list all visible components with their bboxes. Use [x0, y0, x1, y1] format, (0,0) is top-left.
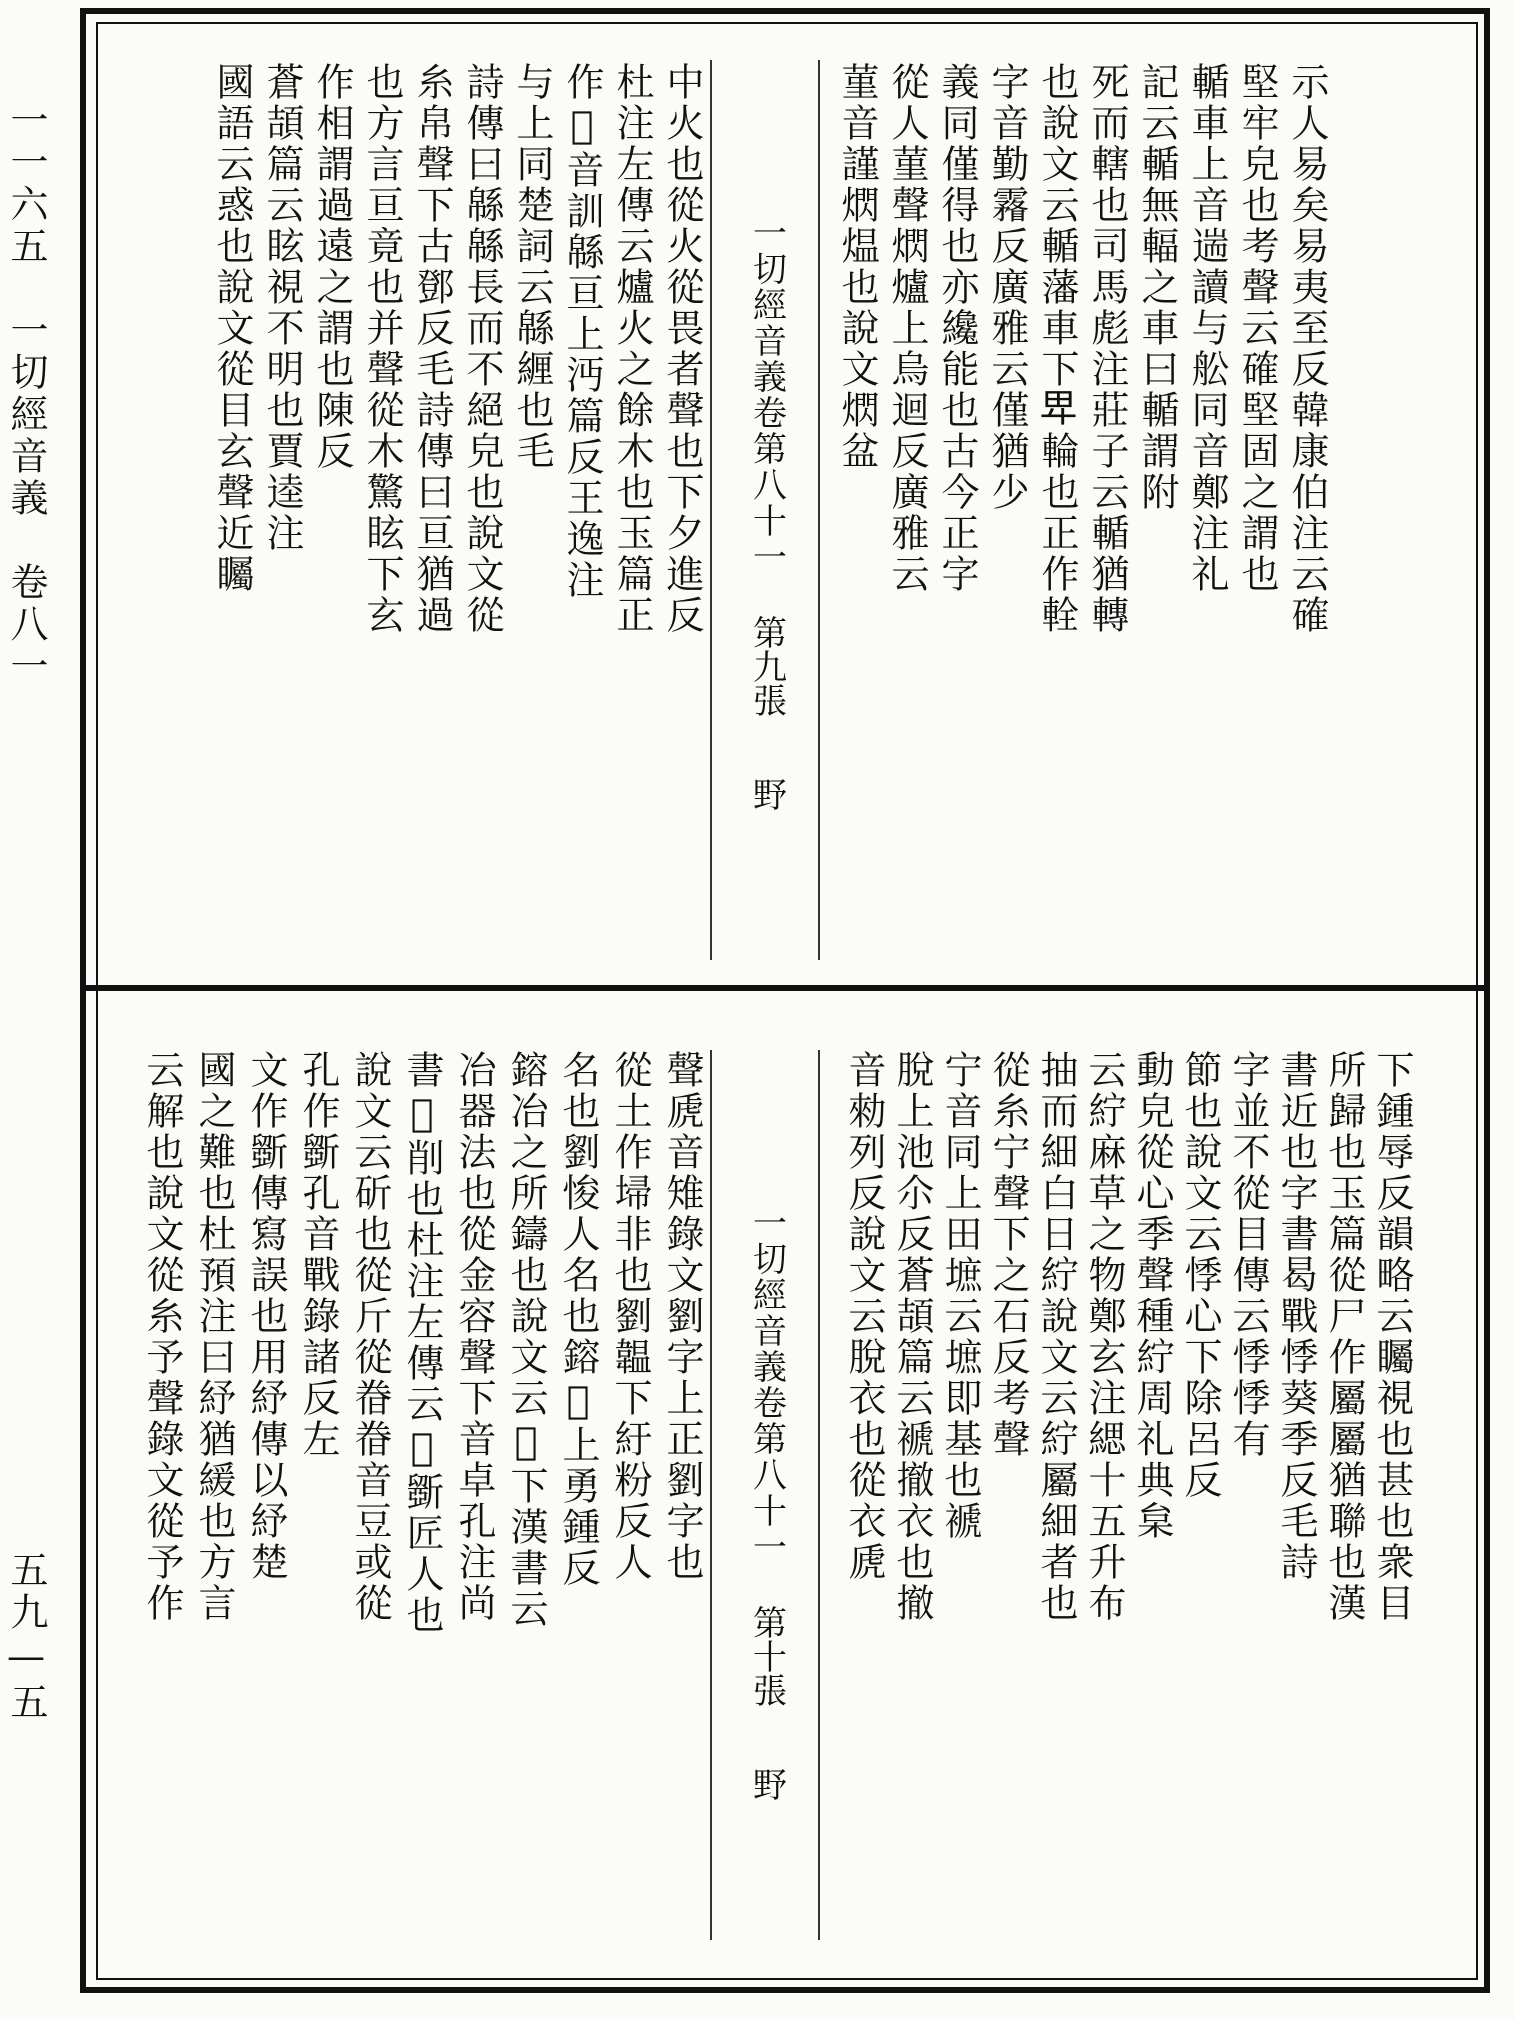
bottom-center-header [722, 1205, 812, 1801]
margin-volume-header: 一一六五 一切經音義 卷八一 [4, 100, 48, 688]
bottom-right-col-4: 字並不從目傳云悸悸有 [1226, 1050, 1270, 1460]
top-center-rule-left [710, 60, 712, 960]
bottom-left-col-4: 鎔冶之所鑄也說文云𨤲下漢書云 [504, 1050, 548, 1630]
bottom-leaf-number: 第十張 [746, 1605, 787, 1707]
bottom-right-col-3: 書近也字書曷戰悸葵季反毛詩 [1274, 1050, 1318, 1583]
top-left-text-block [205, 62, 705, 952]
bottom-left-col-3: 名也劉悛人名也鎔𨤲上勇鍾反 [556, 1050, 600, 1589]
bottom-left-col-9: 文作斵傳寫誤也用紓傳以紓楚 [244, 1050, 288, 1583]
bottom-center-rule-left [710, 1050, 712, 1940]
bottom-right-col-2: 所歸也玉篇從尸作屬屬猶聯也漢 [1322, 1050, 1366, 1624]
top-left-col-7: 也方言亘竟也并聲從木驚眩下玄 [360, 62, 404, 636]
top-left-col-5: 詩傳曰緜緜長而不絕皃也說文從 [460, 62, 504, 636]
top-left-col-9: 蒼頡篇云眩視不明也賈逵注 [260, 62, 304, 554]
bottom-left-col-6: 書𨤲削也杜注左傳云𨤲斵匠人也 [400, 1050, 444, 1636]
bottom-right-col-9: 從糸宁聲下之石反考聲 [986, 1050, 1030, 1460]
bottom-left-col-1: 聲虒音雉錄文劉字上正劉字也 [660, 1050, 704, 1583]
top-volume-title: 一切經音義卷第八十一 [746, 215, 787, 575]
bottom-left-col-5: 冶器法也從金容聲下音卓孔注尚 [452, 1050, 496, 1624]
top-center-header [722, 215, 812, 811]
margin-page-number: 五九—五 [4, 1550, 48, 1724]
bottom-leaf-mark: 野 [746, 1767, 787, 1801]
top-left-col-1: 中火也從火從畏者聲也下夕進反 [660, 62, 704, 636]
top-left-col-6: 糸帛聲下古鄧反毛詩傳曰亘猶過 [410, 62, 454, 636]
bottom-left-col-7: 說文云斫也從斤從𣇃𣇃音豆或從 [348, 1050, 392, 1624]
bottom-left-col-8: 孔作斵孔音戰錄諸反左 [296, 1050, 340, 1460]
bottom-right-col-5: 節也說文云悸心下除呂反 [1178, 1050, 1222, 1501]
top-right-col-5: 死而轄也司馬彪注莊子云輴猶轉 [1085, 62, 1129, 636]
top-center-rule-right [818, 60, 820, 960]
top-leaf-number: 第九張 [746, 615, 787, 717]
bottom-left-col-10: 國之難也杜預注曰紓猶緩也方言 [192, 1050, 236, 1624]
bottom-right-col-8: 抽而細白日紵說文云紵屬細者也 [1034, 1050, 1078, 1624]
top-left-col-10: 國語云惑也說文從目玄聲近矚 [210, 62, 254, 595]
bottom-right-col-6: 動皃從心季聲種紵周礼典枲 [1130, 1050, 1174, 1542]
top-right-col-4: 記云輴無輻之車曰輴謂附 [1135, 62, 1179, 513]
bottom-right-col-11: 脫上池尒反蒼頡篇云褫撤衣也撤 [890, 1050, 934, 1624]
bottom-right-col-1: 下鍾辱反韻略云矚視也甚也衆目 [1370, 1050, 1414, 1624]
top-left-col-8: 作相謂過遠之謂也陳反 [310, 62, 354, 472]
bottom-left-col-11: 云解也說文從糸予聲錄文從予作 [140, 1050, 184, 1624]
top-left-col-2: 杜注左傳云爐火之餘木也玉篇正 [610, 62, 654, 636]
bottom-volume-title: 一切經音義卷第八十一 [746, 1205, 787, 1565]
bottom-center-rule-right [818, 1050, 820, 1940]
top-right-col-9: 從人菫聲熌爐上烏迴反廣雅云 [885, 62, 929, 595]
bottom-right-col-12: 音勑列反說文云脫衣也從衣虒 [842, 1050, 886, 1583]
bottom-left-col-2: 從土作埽非也劉韞下紆粉反人 [608, 1050, 652, 1583]
top-right-col-2: 堅牢皃也考聲云確堅固之謂也 [1235, 62, 1279, 595]
top-left-col-3: 作𤏳音訓緜亘上沔篇反王逸注 [560, 62, 604, 601]
top-right-col-7: 字音勤霿反廣雅云僅猶少 [985, 62, 1029, 513]
top-right-text-block [830, 62, 1330, 952]
top-right-col-6: 也說文云輴藩車下𤰞輪也正作輇 [1035, 62, 1079, 636]
panel-divider [80, 985, 1490, 991]
bottom-right-col-10: 宁音同上田墌云墌即基也褫 [938, 1050, 982, 1542]
top-left-col-4: 与上同楚詞云緜緾也毛 [510, 62, 554, 472]
bottom-right-text-block [830, 1050, 1415, 1940]
top-leaf-mark: 野 [746, 777, 787, 811]
bottom-left-text-block [115, 1050, 705, 1940]
bottom-right-col-7: 云紵麻草之物鄭玄注緦十五升布 [1082, 1050, 1126, 1624]
top-right-col-1: 示人易矣易夷至反韓康伯注云確 [1285, 62, 1329, 636]
top-right-col-10: 菫音謹熌煴也說文熌盆 [835, 62, 879, 472]
top-right-col-3: 輴車上音遄讀与舩同音鄭注礼 [1185, 62, 1229, 595]
top-right-col-8: 義同僅得也亦纔能也古今正字 [935, 62, 979, 595]
